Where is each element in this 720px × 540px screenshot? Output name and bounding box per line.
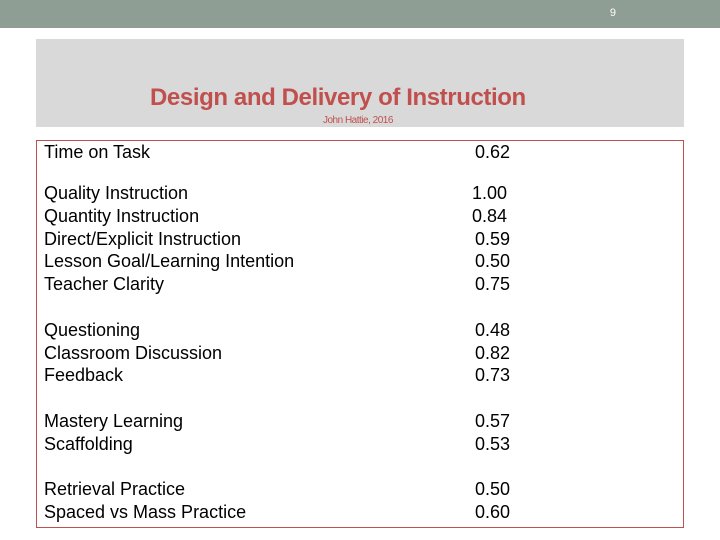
slide-title: Design and Delivery of Instruction xyxy=(150,84,526,111)
row-label-teacher-clarity: Teacher Clarity xyxy=(44,274,165,294)
row-label-lesson-goal: Lesson Goal/Learning Intention xyxy=(44,251,295,271)
row-label-classroom-discussion: Classroom Discussion xyxy=(44,343,223,363)
row-label-retrieval-practice: Retrieval Practice xyxy=(44,479,186,499)
row-value-classroom-discussion: 0.82 xyxy=(475,343,511,363)
row-label-scaffolding: Scaffolding xyxy=(44,434,133,454)
row-value-direct-explicit-instruction: 0.59 xyxy=(475,229,511,249)
top-bar xyxy=(0,0,720,28)
slide-number: 9 xyxy=(609,7,616,19)
title-band xyxy=(36,39,684,127)
slide-subtitle: John Hattie, 2016 xyxy=(323,115,393,126)
row-value-mastery-learning: 0.57 xyxy=(475,411,511,431)
row-value-feedback: 0.73 xyxy=(475,365,511,385)
row-label-mastery-learning: Mastery Learning xyxy=(44,411,184,431)
row-value-quality-instruction: 1.00 xyxy=(472,183,508,203)
row-value-quantity-instruction: 0.84 xyxy=(472,206,508,226)
row-value-lesson-goal: 0.50 xyxy=(475,251,511,271)
row-value-time-on-task: 0.62 xyxy=(475,142,511,162)
row-label-time-on-task: Time on Task xyxy=(44,142,151,162)
row-label-direct-explicit-instruction: Direct/Explicit Instruction xyxy=(44,229,242,249)
row-label-quality-instruction: Quality Instruction xyxy=(44,183,189,203)
row-label-quantity-instruction: Quantity Instruction xyxy=(44,206,200,226)
row-label-spaced-vs-mass-practice: Spaced vs Mass Practice xyxy=(44,502,247,522)
row-label-feedback: Feedback xyxy=(44,365,124,385)
row-value-teacher-clarity: 0.75 xyxy=(475,274,511,294)
row-value-retrieval-practice: 0.50 xyxy=(475,479,511,499)
row-value-scaffolding: 0.53 xyxy=(475,434,511,454)
row-value-questioning: 0.48 xyxy=(475,320,511,340)
row-label-questioning: Questioning xyxy=(44,320,141,340)
row-value-spaced-vs-mass-practice: 0.60 xyxy=(475,502,511,522)
